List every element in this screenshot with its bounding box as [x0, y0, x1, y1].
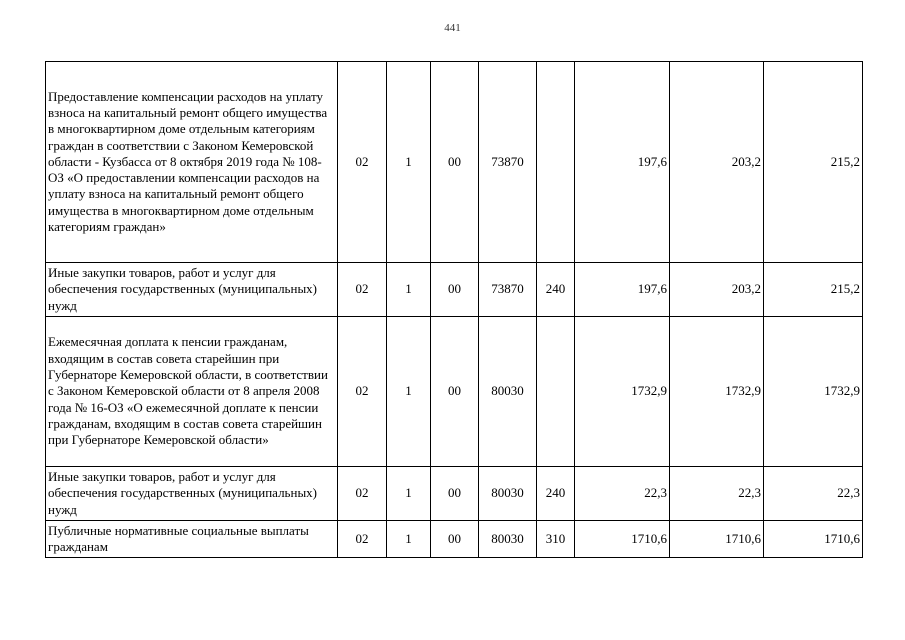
amount-year1-cell: 197,6	[575, 62, 670, 263]
direction-code-cell: 73870	[479, 62, 537, 263]
amount-year2-cell: 22,3	[670, 467, 764, 521]
direction-code-cell: 80030	[479, 521, 537, 558]
expense-type-code-cell: 240	[537, 467, 575, 521]
table-row	[46, 467, 863, 521]
table-row	[46, 62, 863, 263]
amount-year3-cell: 215,2	[764, 62, 863, 263]
amount-year1-cell: 22,3	[575, 467, 670, 521]
main-activity-code-cell: 00	[431, 62, 479, 263]
main-activity-code-cell: 00	[431, 317, 479, 467]
amount-year3-cell: 1710,6	[764, 521, 863, 558]
amount-year1-cell: 1732,9	[575, 317, 670, 467]
row-name-cell: Предоставление компенсации расходов на уплату взноса на капитальный ремонт общего имущества в многоквартирном доме отдельным категориям граждан в соответствии с Законом Кемеровской области - Кузбасса от 8 октября 2019 года № 108-ОЗ «О предоставлении компенсации расходов на уплату взноса на капитальный ремонт общего имущества в многоквартирном доме отдельным категориям граждан»	[46, 62, 338, 263]
program-code-cell: 02	[338, 467, 387, 521]
direction-code-cell: 80030	[479, 317, 537, 467]
program-code-cell: 02	[338, 62, 387, 263]
row-name-cell: Публичные нормативные социальные выплаты гражданам	[46, 521, 338, 558]
page-number: 441	[444, 22, 461, 34]
program-code-cell: 02	[338, 263, 387, 317]
expense-type-code-cell	[537, 62, 575, 263]
amount-year2-cell: 1732,9	[670, 317, 764, 467]
expense-type-code-cell: 310	[537, 521, 575, 558]
amount-year2-cell: 1710,6	[670, 521, 764, 558]
amount-year3-cell: 215,2	[764, 263, 863, 317]
subprogram-code-cell: 1	[387, 317, 431, 467]
program-code-cell: 02	[338, 521, 387, 558]
amount-year2-cell: 203,2	[670, 62, 764, 263]
amount-year1-cell: 197,6	[575, 263, 670, 317]
subprogram-code-cell: 1	[387, 263, 431, 317]
row-name-cell: Иные закупки товаров, работ и услуг для обеспечения государственных (муниципальных) нужд	[46, 467, 338, 521]
amount-year3-cell: 22,3	[764, 467, 863, 521]
main-activity-code-cell: 00	[431, 467, 479, 521]
amount-year2-cell: 203,2	[670, 263, 764, 317]
expense-type-code-cell	[537, 317, 575, 467]
main-activity-code-cell: 00	[431, 263, 479, 317]
row-name-cell: Иные закупки товаров, работ и услуг для обеспечения государственных (муниципальных) нужд	[46, 263, 338, 317]
subprogram-code-cell: 1	[387, 521, 431, 558]
direction-code-cell: 80030	[479, 467, 537, 521]
table-row	[46, 263, 863, 317]
row-name-cell: Ежемесячная доплата к пенсии гражданам, входящим в состав совета старейшин при Губернаторе Кемеровской области, в соответствии с Законом Кемеровской области от 8 апреля 2008 года № 16-ОЗ «О ежемесячной доплате к пенсии гражданам, входящим в состав совета старейшин при Губернаторе Кемеровской области»	[46, 317, 338, 467]
subprogram-code-cell: 1	[387, 467, 431, 521]
amount-year1-cell: 1710,6	[575, 521, 670, 558]
budget-table	[45, 61, 863, 558]
expense-type-code-cell: 240	[537, 263, 575, 317]
main-activity-code-cell: 00	[431, 521, 479, 558]
table-row	[46, 317, 863, 467]
amount-year3-cell: 1732,9	[764, 317, 863, 467]
direction-code-cell: 73870	[479, 263, 537, 317]
program-code-cell: 02	[338, 317, 387, 467]
subprogram-code-cell: 1	[387, 62, 431, 263]
table-row	[46, 521, 863, 558]
